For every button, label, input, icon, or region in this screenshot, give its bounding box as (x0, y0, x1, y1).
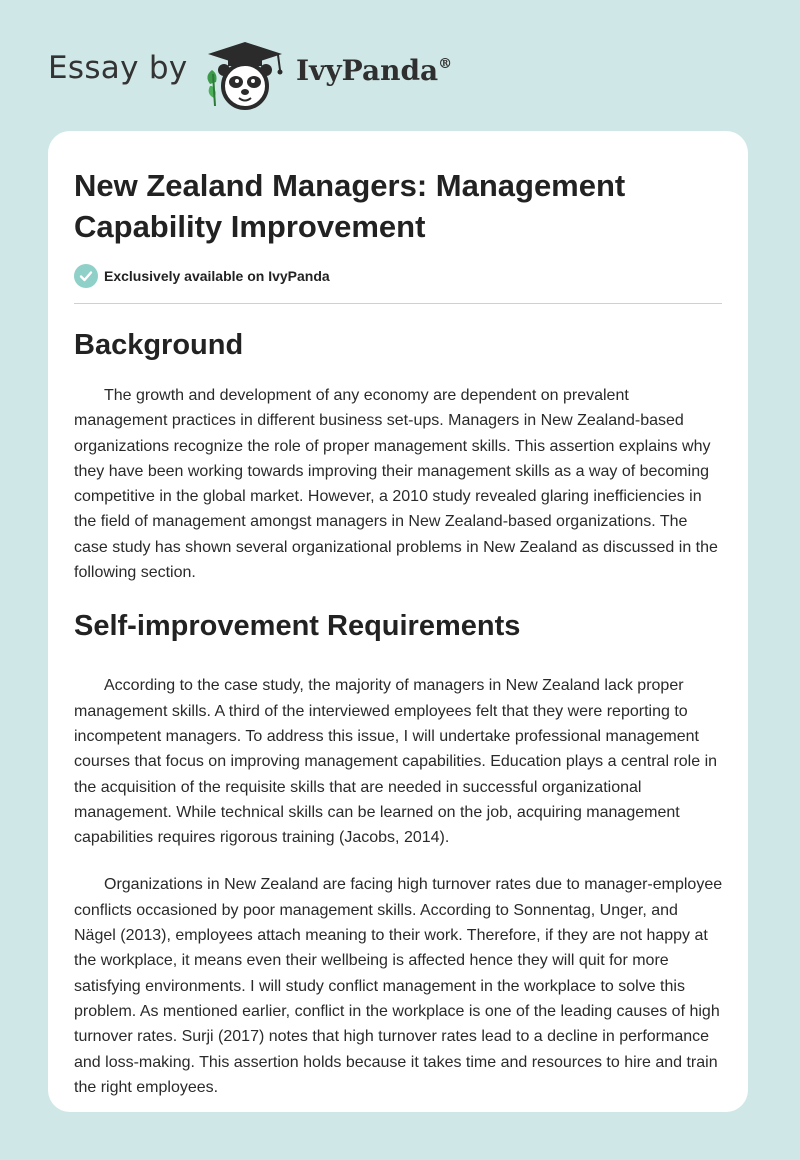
essay-card (48, 131, 748, 1112)
paragraph: Organizations in New Zealand are facing high turnover rates due to manager-employee conflicts occasioned by poor management skills. According to Sonnentag, Unger, and Nägel (2013), employees attach meaning to their work. Therefore, if they are not happy at the workplace, it means even their wellbeing is affected hence they will quit for more satisfying environments. I will study conflict management in the workplace to solve this problem. As mentioned earlier, conflict in the workplace is one of the leading causes of high turnover rates. Surji (2017) notes that high turnover rates lead to a decline in performance and loss-making. This assertion holds because it takes time and resources to hire and train the right employees. (74, 876, 723, 1096)
divider (74, 303, 722, 304)
paragraph: According to the case study, the majority of managers in New Zealand lack proper management skills. A third of the interviewed employees felt that they were reporting to incompetent managers. To address this issue, I will undertake professional management courses that focus on improving management capabilities. Education plays a central role in the acquisition of the requisite skills that are needed in successful organizational management. While technical skills can be learned on the job, acquiring management capabilities requires rigorous training (Jacobs, 2014). (74, 677, 718, 847)
page-title: New Zealand Managers: Management Capability Improvement (74, 168, 626, 244)
panda-graduate-icon[interactable] (200, 36, 290, 112)
section-heading-background: Background (74, 329, 244, 361)
check-circle-icon (74, 264, 98, 288)
brand-name[interactable]: IvyPanda® (296, 54, 453, 87)
section-heading-self-improvement: Self-improvement Requirements (74, 610, 521, 643)
site-header (0, 0, 800, 130)
essay-by-label: Essay by (48, 50, 188, 86)
exclusive-badge (74, 264, 330, 288)
essay-body (74, 319, 724, 1100)
paragraph: The growth and development of any economy are dependent on prevalent management practices in different business set-ups. Managers in New Zealand-based organizations recognize the role of proper management skills. This assertion explains why they have been working towards improving their management skills as a way of becoming competitive in the global market. However, a 2010 study revealed glaring inefficiencies in the field of management amongst managers in New Zealand-based organizations. The case study has shown several organizational problems in New Zealand as discussed in the following section. (74, 387, 718, 582)
exclusive-badge-label: Exclusively available on IvyPanda (104, 268, 330, 284)
